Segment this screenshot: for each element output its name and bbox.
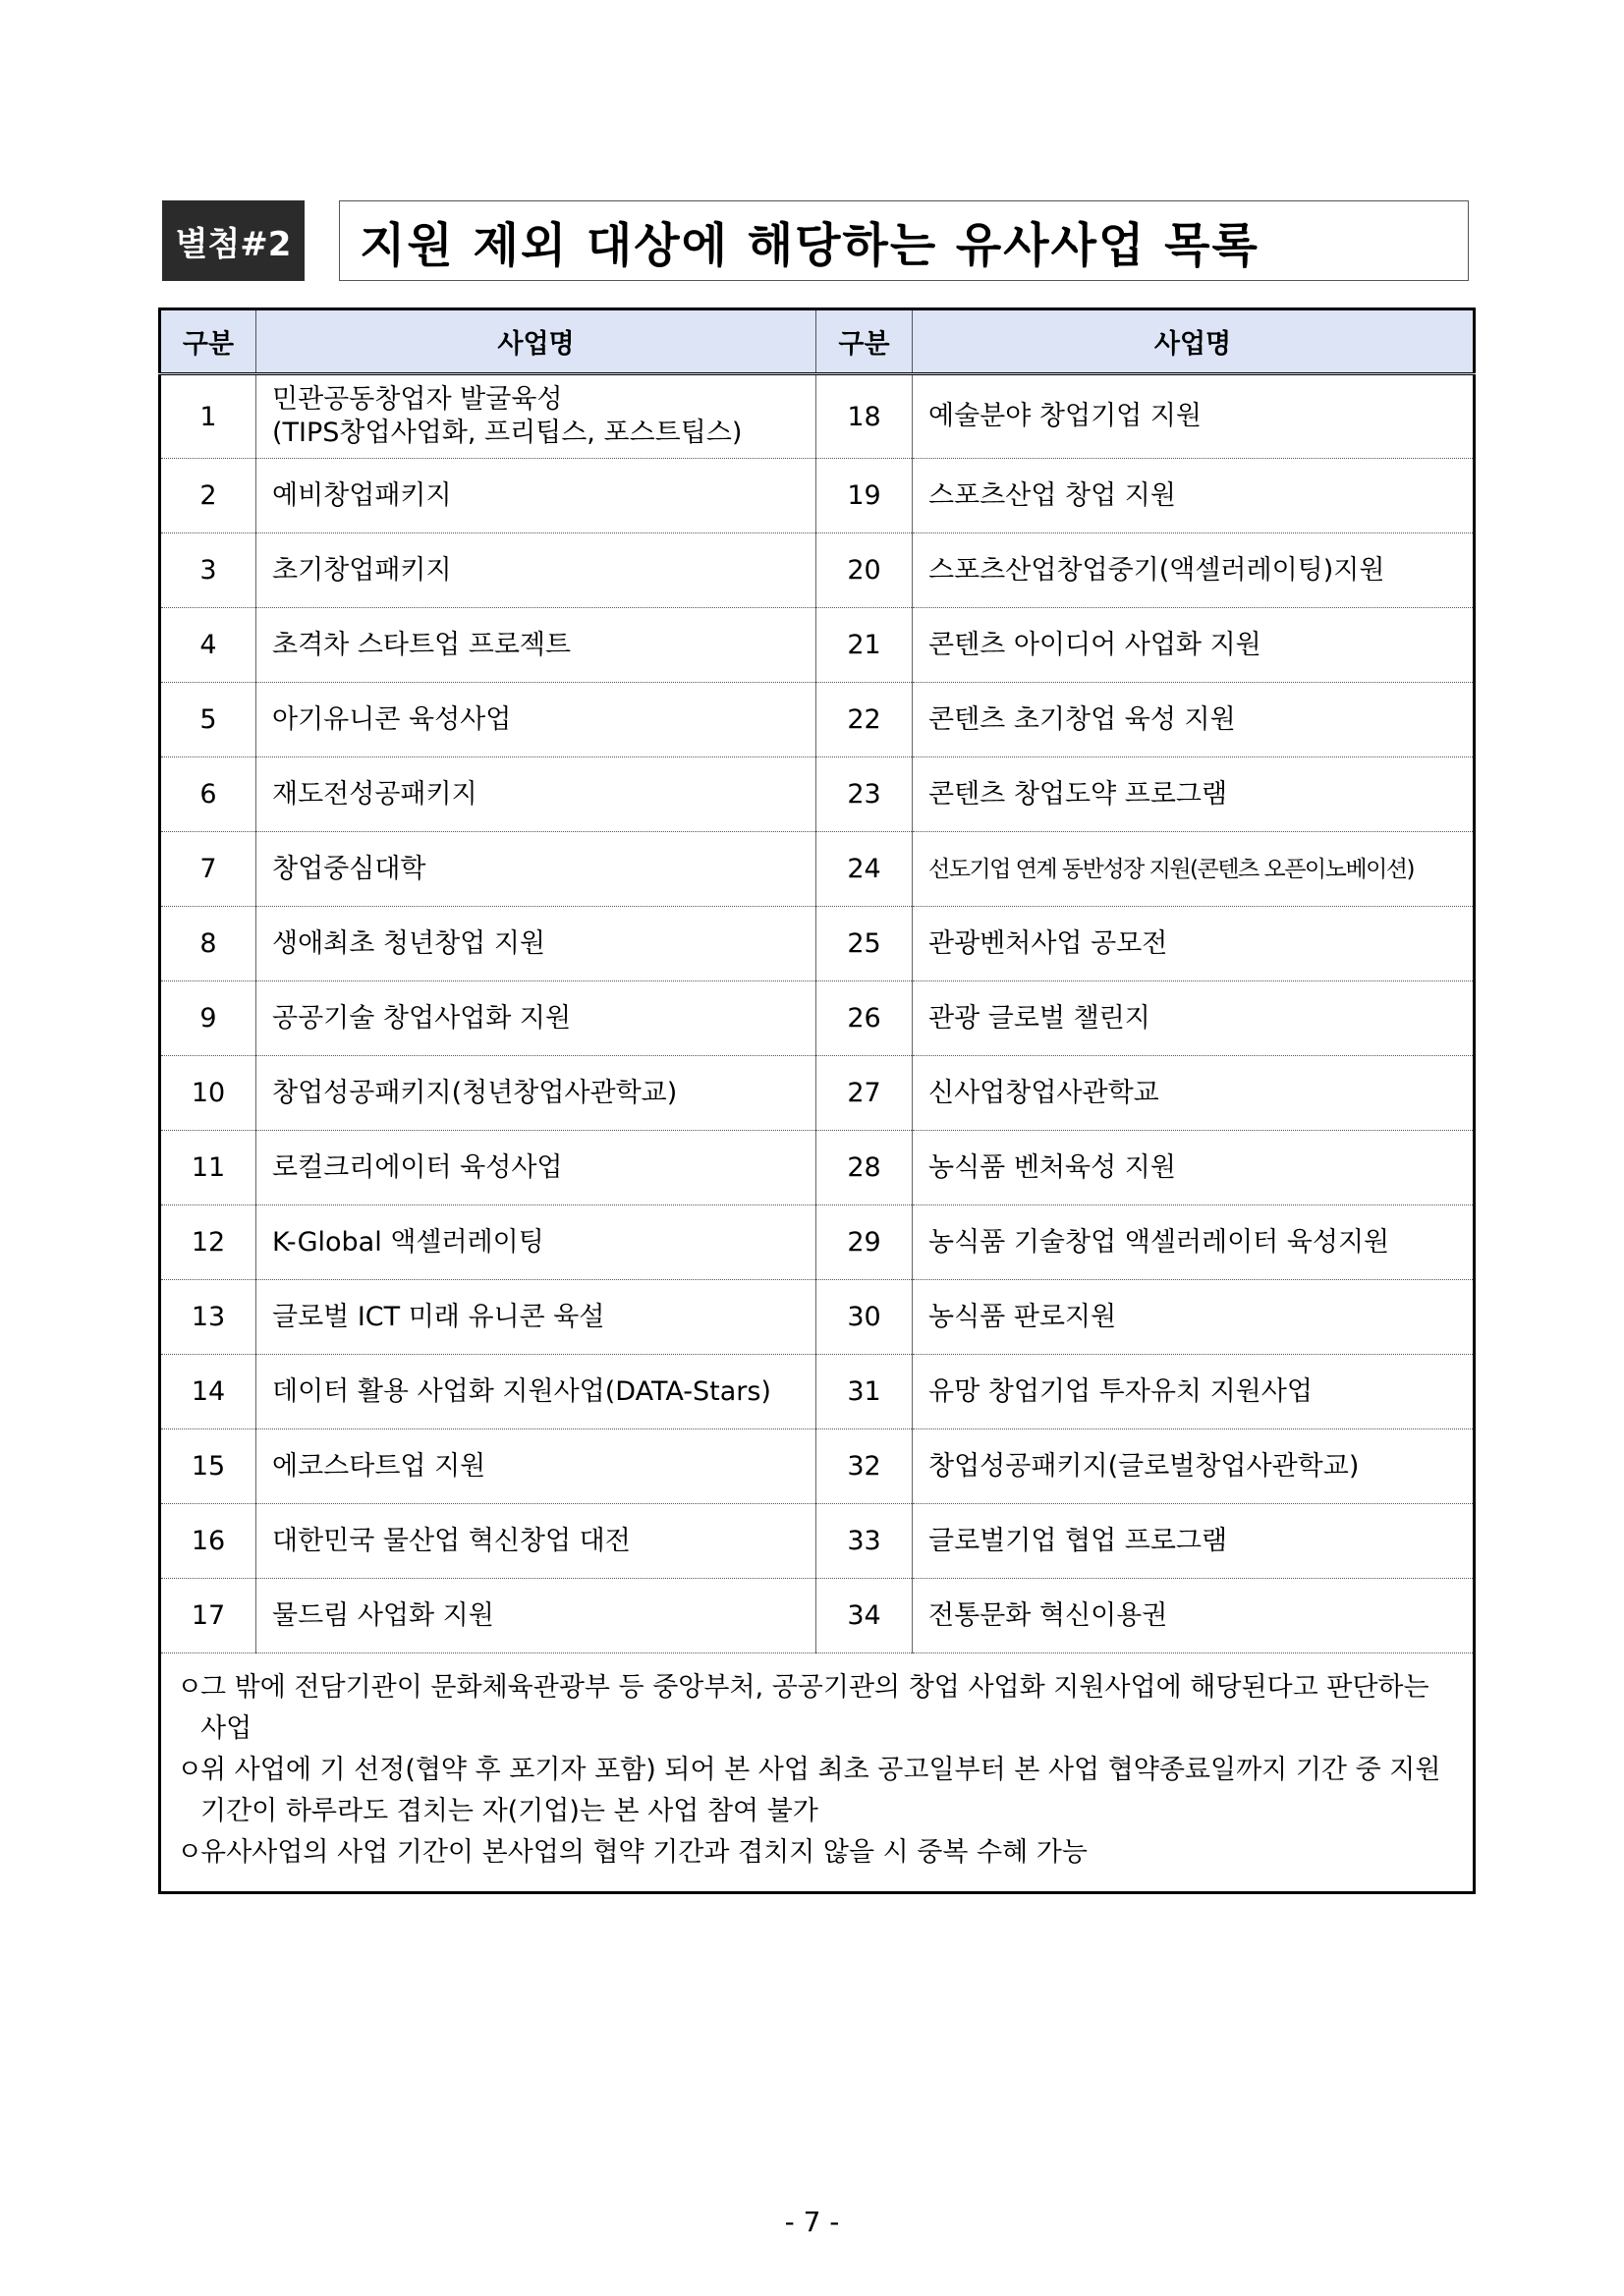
- project-name: 창업중심대학: [256, 832, 816, 907]
- table-row: [160, 533, 1475, 608]
- project-name: 스포츠산업창업중기(액셀러레이팅)지원: [913, 533, 1475, 608]
- project-name: 생애최초 청년창업 지원: [256, 907, 816, 981]
- row-number: 16: [160, 1504, 256, 1579]
- project-name: 콘텐츠 초기창업 육성 지원: [913, 683, 1475, 757]
- table-header-row: [160, 309, 1475, 374]
- row-number: 33: [816, 1504, 913, 1579]
- table-row: [160, 1205, 1475, 1280]
- project-name: 창업성공패키지(청년창업사관학교): [256, 1056, 816, 1131]
- project-name: 글로벌기업 협업 프로그램: [913, 1504, 1475, 1579]
- row-number: 11: [160, 1131, 256, 1205]
- row-number: 15: [160, 1429, 256, 1504]
- note-item: [177, 1750, 1457, 1832]
- project-name: 유망 창업기업 투자유치 지원사업: [913, 1355, 1475, 1429]
- project-name: 아기유니콘 육성사업: [256, 683, 816, 757]
- row-number: 3: [160, 533, 256, 608]
- note-text: 유사사업의 사업 기간이 본사업의 협약 기간과 겹치지 않을 시 중복 수혜 가능: [200, 1837, 1088, 1868]
- row-number: 23: [816, 757, 913, 832]
- row-number: 19: [816, 459, 913, 533]
- row-number: 25: [816, 907, 913, 981]
- note-item: [177, 1832, 1457, 1874]
- project-name: 관광벤처사업 공모전: [913, 907, 1475, 981]
- table-row: [160, 1131, 1475, 1205]
- note-text: 위 사업에 기 선정(협약 후 포기자 포함) 되어 본 사업 최초 공고일부터 본 사업 협약종료일까지 기간 중 지원 기간이 하루라도 겹치는 자(기업)는 본 사업 참여 불가: [200, 1755, 1441, 1826]
- row-number: 14: [160, 1355, 256, 1429]
- project-name: 농식품 벤처육성 지원: [913, 1131, 1475, 1205]
- row-number: 20: [816, 533, 913, 608]
- bullet-icon: ㅇ: [177, 1672, 203, 1703]
- row-number: 9: [160, 981, 256, 1056]
- table-row: [160, 683, 1475, 757]
- attachment-badge: 별첨#2: [162, 200, 305, 281]
- table-row: [160, 907, 1475, 981]
- project-name: 데이터 활용 사업화 지원사업(DATA-Stars): [256, 1355, 816, 1429]
- row-number: 29: [816, 1205, 913, 1280]
- row-number: 24: [816, 832, 913, 907]
- table-row: [160, 608, 1475, 683]
- row-number: 7: [160, 832, 256, 907]
- table-row: [160, 1056, 1475, 1131]
- row-number: 34: [816, 1579, 913, 1653]
- project-name: 초격차 스타트업 프로젝트: [256, 608, 816, 683]
- table-row: [160, 1579, 1475, 1653]
- project-name: 에코스타트업 지원: [256, 1429, 816, 1504]
- table-row: [160, 832, 1475, 907]
- row-number: 4: [160, 608, 256, 683]
- row-number: 10: [160, 1056, 256, 1131]
- row-number: 30: [816, 1280, 913, 1355]
- row-number: 12: [160, 1205, 256, 1280]
- bullet-icon: ㅇ: [177, 1837, 203, 1868]
- row-number: 27: [816, 1056, 913, 1131]
- header-category-right: 구분: [816, 309, 913, 374]
- similar-projects-table: [158, 308, 1476, 1894]
- project-name: 공공기술 창업사업화 지원: [256, 981, 816, 1056]
- notes-row: [160, 1653, 1475, 1893]
- project-name: 초기창업패키지: [256, 533, 816, 608]
- row-number: 31: [816, 1355, 913, 1429]
- page-number: - 7 -: [784, 2206, 840, 2238]
- notes-cell: [160, 1653, 1475, 1893]
- table-row: [160, 981, 1475, 1056]
- row-number: 28: [816, 1131, 913, 1205]
- project-name: 창업성공패키지(글로벌창업사관학교): [913, 1429, 1475, 1504]
- row-number: 22: [816, 683, 913, 757]
- page-title-text: 지원 제외 대상에 해당하는 유사사업 목록: [360, 217, 1260, 273]
- project-name: 선도기업 연계 동반성장 지원(콘텐츠 오픈이노베이션): [913, 832, 1475, 907]
- table-row: [160, 1280, 1475, 1355]
- page-title: [339, 200, 1469, 281]
- project-name: 대한민국 물산업 혁신창업 대전: [256, 1504, 816, 1579]
- note-text: 그 밖에 전담기관이 문화체육관광부 등 중앙부처, 공공기관의 창업 사업화 지원사업에 해당된다고 판단하는 사업: [200, 1672, 1429, 1744]
- row-number: 2: [160, 459, 256, 533]
- bullet-icon: ㅇ: [177, 1755, 203, 1785]
- project-name-line: (TIPS창업사업화, 프리팁스, 포스트팁스): [272, 418, 743, 448]
- note-item: [177, 1667, 1457, 1750]
- project-name: K-Global 액셀러레이팅: [256, 1205, 816, 1280]
- project-name: 물드림 사업화 지원: [256, 1579, 816, 1653]
- row-number: 5: [160, 683, 256, 757]
- project-name: 신사업창업사관학교: [913, 1056, 1475, 1131]
- row-number: 1: [160, 374, 256, 459]
- project-name: 농식품 기술창업 액셀러레이터 육성지원: [913, 1205, 1475, 1280]
- table-row: [160, 757, 1475, 832]
- project-name: 관광 글로벌 챌린지: [913, 981, 1475, 1056]
- project-name: 농식품 판로지원: [913, 1280, 1475, 1355]
- header-category-left: 구분: [160, 309, 256, 374]
- row-number: 26: [816, 981, 913, 1056]
- project-name: 콘텐츠 창업도약 프로그램: [913, 757, 1475, 832]
- project-name: 글로벌 ICT 미래 유니콘 육설: [256, 1280, 816, 1355]
- project-name: 예술분야 창업기업 지원: [913, 374, 1475, 459]
- table-row: [160, 1355, 1475, 1429]
- project-name: [256, 374, 816, 459]
- table-row: [160, 374, 1475, 459]
- table-row: [160, 459, 1475, 533]
- project-name: 스포츠산업 창업 지원: [913, 459, 1475, 533]
- project-name-line: 민관공동창업자 발굴육성: [272, 384, 563, 415]
- project-name: 로컬크리에이터 육성사업: [256, 1131, 816, 1205]
- header-project-name-right: 사업명: [913, 309, 1475, 374]
- header-project-name-left: 사업명: [256, 309, 816, 374]
- project-name: 콘텐츠 아이디어 사업화 지원: [913, 608, 1475, 683]
- row-number: 18: [816, 374, 913, 459]
- row-number: 21: [816, 608, 913, 683]
- row-number: 6: [160, 757, 256, 832]
- project-name: 재도전성공패키지: [256, 757, 816, 832]
- project-name: 예비창업패키지: [256, 459, 816, 533]
- row-number: 8: [160, 907, 256, 981]
- table-row: [160, 1504, 1475, 1579]
- table-row: [160, 1429, 1475, 1504]
- row-number: 13: [160, 1280, 256, 1355]
- row-number: 17: [160, 1579, 256, 1653]
- project-name: 전통문화 혁신이용권: [913, 1579, 1475, 1653]
- row-number: 32: [816, 1429, 913, 1504]
